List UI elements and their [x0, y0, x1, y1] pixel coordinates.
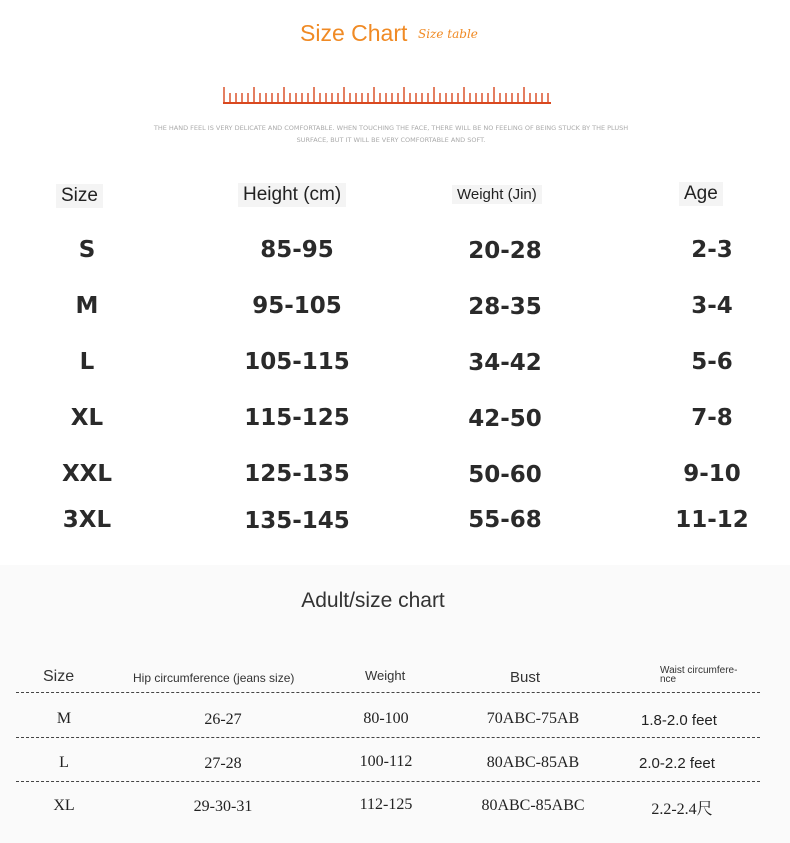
adult-cell-waist: 2.2-2.4尺: [651, 801, 713, 818]
adult-cell-weight: 80-100: [363, 710, 409, 727]
adult-chart-title: Adult/size chart: [301, 589, 445, 612]
adult-cell-waist: 1.8-2.0 feet: [641, 712, 717, 729]
fabric-note-line-2: SURFACE, BUT IT WILL BE VERY COMFORTABLE AND SOFT.: [296, 136, 486, 144]
kids-cell-age: 11-12: [675, 507, 749, 533]
chart-title: Size Chart: [300, 20, 408, 46]
adult-cell-size: L: [59, 754, 69, 771]
kids-header-height: Height (cm): [238, 183, 346, 207]
adult-cell-size: XL: [53, 797, 75, 814]
kids-header-size: Size: [56, 184, 103, 208]
kids-cell-size: XXL: [61, 461, 113, 487]
kids-cell-weight: 34-42: [468, 350, 542, 376]
adult-header-bust: Bust: [510, 669, 541, 686]
adult-header-hip: Hip circumference (jeans size): [133, 671, 295, 685]
adult-cell-hip: 26-27: [204, 711, 242, 728]
adult-cell-size: M: [56, 710, 72, 727]
row-divider: [16, 692, 760, 693]
row-divider: [16, 737, 760, 738]
kids-cell-height: 105-115: [244, 349, 350, 375]
fabric-note-line-1: THE HAND FEEL IS VERY DELICATE AND COMFORTABLE. WHEN TOUCHING THE FACE, THERE WILL BE NO FEELING OF BEING STUCK BY THE PLUSH: [153, 124, 629, 132]
adult-header-waist-line-1: Waist circumfere-: [660, 665, 738, 676]
kids-cell-weight: 55-68: [468, 507, 542, 533]
kids-cell-weight: 28-35: [468, 294, 542, 320]
kids-cell-height: 125-135: [244, 461, 350, 487]
kids-cell-size: XL: [70, 405, 104, 431]
ruler-decoration: [223, 86, 551, 104]
kids-cell-height: 95-105: [252, 293, 342, 319]
kids-cell-weight: 20-28: [468, 238, 542, 264]
adult-cell-hip: 29-30-31: [193, 798, 253, 815]
kids-cell-weight: 50-60: [468, 462, 542, 488]
kids-cell-age: 2-3: [691, 237, 733, 263]
kids-cell-age: 5-6: [691, 349, 733, 375]
adult-cell-waist: 2.0-2.2 feet: [639, 755, 715, 772]
adult-header-weight: Weight: [365, 668, 406, 683]
kids-cell-size: L: [79, 349, 95, 375]
adult-header-waist-line-2: nce: [660, 674, 677, 685]
adult-header-size: Size: [43, 668, 75, 685]
chart-subtitle: Size table: [418, 27, 478, 41]
adult-header-waist: [660, 666, 737, 684]
adult-cell-bust: 80ABC-85AB: [486, 754, 580, 771]
kids-cell-age: 3-4: [691, 293, 733, 319]
adult-cell-weight: 100-112: [359, 753, 413, 770]
adult-cell-hip: 27-28: [204, 755, 242, 772]
kids-cell-weight: 42-50: [468, 406, 542, 432]
kids-cell-height: 85-95: [260, 237, 334, 263]
kids-header-weight: Weight (Jin): [452, 185, 542, 204]
kids-cell-height: 115-125: [244, 405, 350, 431]
kids-cell-size: M: [75, 293, 99, 319]
adult-cell-bust: 80ABC-85ABC: [481, 797, 585, 814]
kids-cell-height: 135-145: [244, 508, 350, 534]
kids-cell-size: 3XL: [62, 507, 112, 533]
kids-cell-size: S: [78, 237, 96, 263]
kids-cell-age: 9-10: [683, 461, 741, 487]
adult-cell-weight: 112-125: [359, 796, 413, 813]
adult-cell-bust: 70ABC-75AB: [486, 710, 580, 727]
row-divider: [16, 781, 760, 782]
kids-header-age: Age: [679, 182, 723, 206]
kids-cell-age: 7-8: [691, 405, 733, 431]
